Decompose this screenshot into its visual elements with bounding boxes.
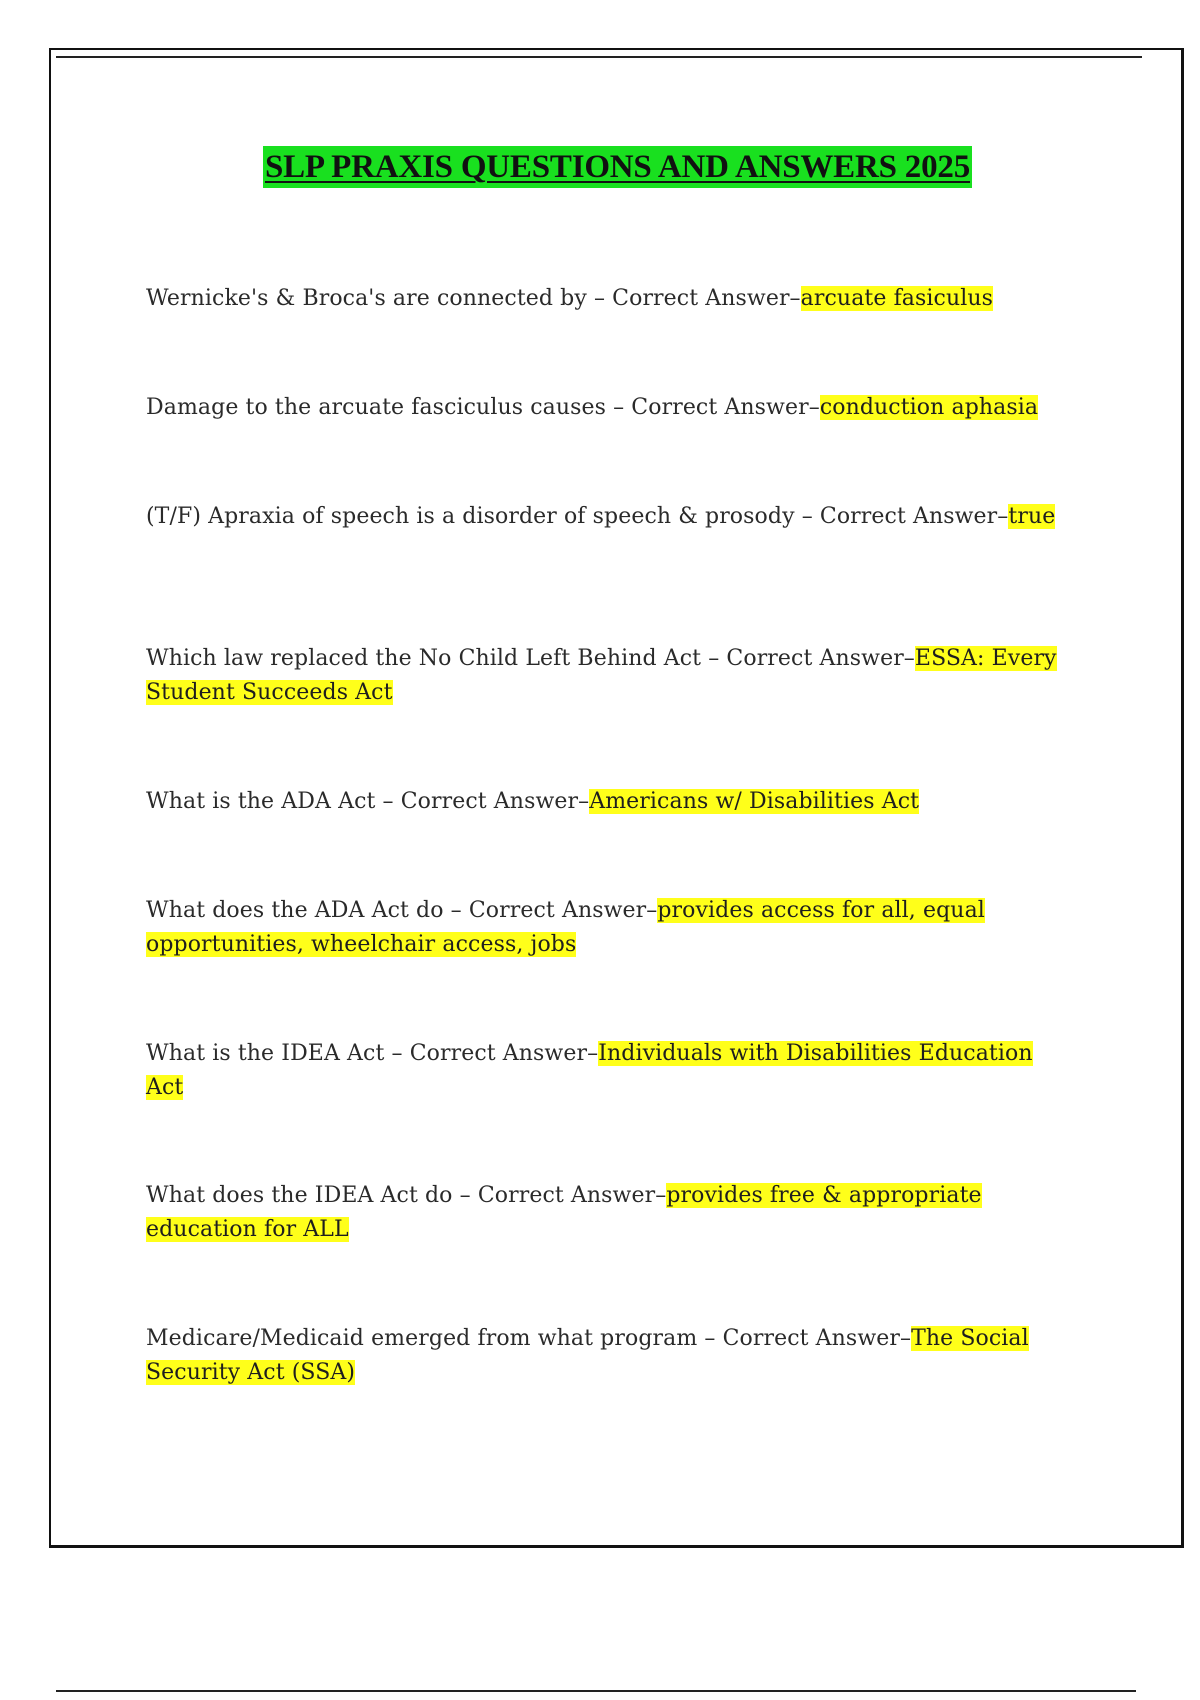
qa-item: [146, 1179, 1076, 1247]
answer-text: provides access for all, equal opportunities, wheelchair access, jobs: [146, 898, 985, 957]
answer-separator: – Correct Answer–: [443, 898, 658, 923]
qa-item: [146, 894, 1076, 962]
question-text: Wernicke's & Broca's are connected by: [146, 286, 587, 311]
question-text: What is the IDEA Act: [146, 1041, 385, 1066]
qa-item: [146, 282, 1076, 316]
answer-separator: – Correct Answer–: [384, 1041, 599, 1066]
answer-text: arcuate fasiculus: [800, 286, 994, 311]
answer-separator: – Correct Answer–: [452, 1183, 667, 1208]
answer-text: provides free & appropriate education for ALL: [146, 1183, 982, 1242]
question-text: What is the ADA Act: [146, 789, 376, 814]
question-text: What does the ADA Act do: [146, 898, 444, 923]
bottom-rule: [56, 1690, 1136, 1692]
answer-separator: – Correct Answer–: [375, 789, 590, 814]
answer-text: conduction aphasia: [819, 395, 1039, 420]
answer-separator: – Correct Answer–: [794, 504, 1009, 529]
question-text: What does the IDEA Act do: [146, 1183, 453, 1208]
title-container: [0, 146, 1200, 188]
top-rule: [56, 56, 1142, 58]
answer-text: ESSA: Every Student Succeeds Act: [146, 646, 1057, 705]
answer-text: true: [1008, 504, 1056, 529]
document-title: SLP PRAXIS QUESTIONS AND ANSWERS 2025: [263, 146, 972, 188]
question-text: Damage to the arcuate fasciculus causes: [146, 395, 607, 420]
answer-separator: – Correct Answer–: [701, 646, 915, 671]
qa-item: [146, 391, 1076, 425]
question-text: Medicare/Medicaid emerged from what program: [146, 1326, 698, 1351]
qa-item: [146, 1322, 1076, 1390]
qa-item: [146, 642, 1076, 710]
answer-text: The Social Security Act (SSA): [146, 1326, 1029, 1385]
answer-text: Americans w/ Disabilities Act: [589, 789, 920, 814]
qa-item: [146, 785, 1076, 819]
question-text: Which law replaced the No Child Left Behind Act: [146, 646, 702, 671]
answer-text: Individuals with Disabilities Education Act: [146, 1041, 1033, 1100]
question-text: (T/F) Apraxia of speech is a disorder of speech & prosody: [146, 504, 795, 529]
answer-separator: – Correct Answer–: [586, 286, 801, 311]
qa-item: [146, 500, 1076, 534]
answer-separator: – Correct Answer–: [697, 1326, 912, 1351]
answer-separator: – Correct Answer–: [606, 395, 820, 420]
qa-item: [146, 1037, 1076, 1105]
